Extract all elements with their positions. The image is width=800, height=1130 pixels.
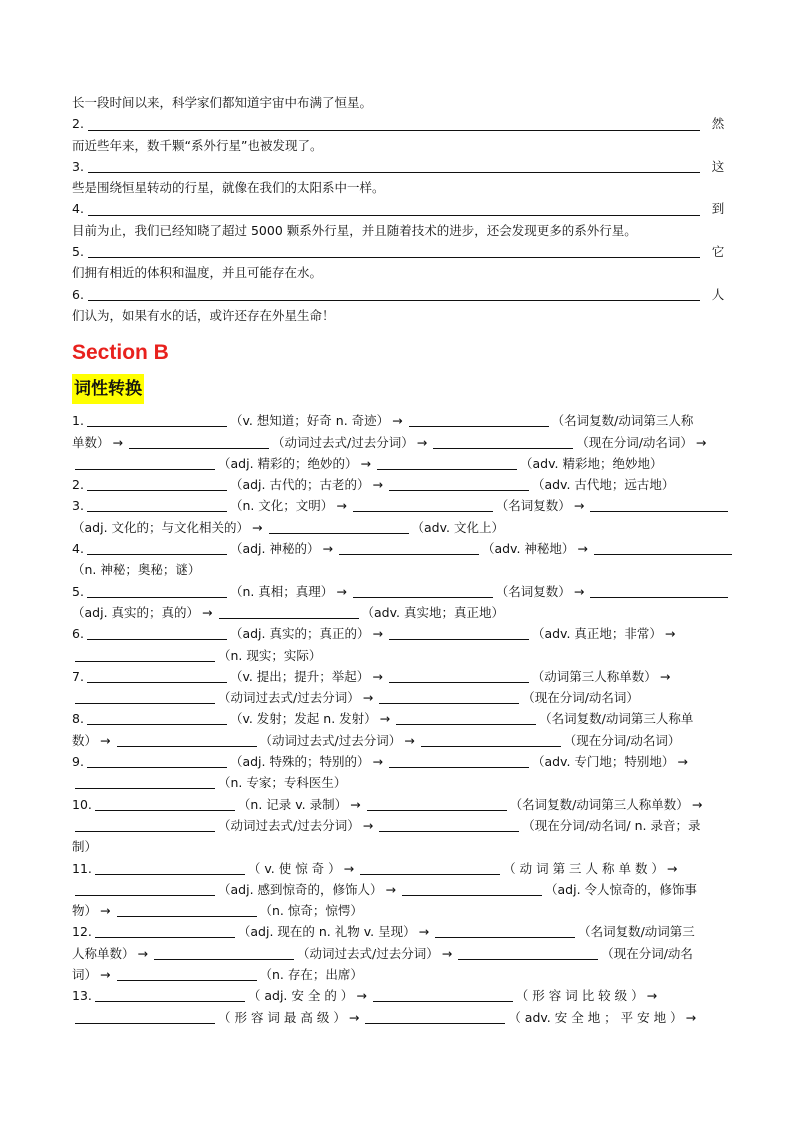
- answer-blank[interactable]: [95, 797, 235, 811]
- hint: （动词过去式/过去分词）: [218, 817, 360, 833]
- hint: （v. 想知道；好奇 n. 奇迹）: [229, 413, 390, 429]
- answer-blank[interactable]: [117, 903, 257, 917]
- arrow: →: [372, 626, 383, 642]
- item-number: 7.: [72, 668, 84, 684]
- wordform-line: [72, 943, 728, 964]
- hint: （adv. 真正地；非常）: [531, 626, 662, 642]
- answer-blank[interactable]: [590, 498, 728, 512]
- item-number: 10.: [72, 796, 92, 812]
- item-tail: 到: [711, 201, 725, 217]
- hint: （adj. 神秘的）: [229, 541, 320, 557]
- arrow: →: [100, 966, 111, 982]
- arrow: →: [137, 945, 148, 961]
- translation-line-1: 长一段时间以来，科学家们都知道宇宙中布满了恒星。: [72, 95, 373, 110]
- hint: （动词过去式/过去分词）: [272, 434, 414, 450]
- answer-blank[interactable]: [88, 243, 700, 258]
- wordform-line: [72, 730, 728, 751]
- answer-blank[interactable]: [88, 158, 700, 173]
- wordform-line: [72, 794, 728, 815]
- wordform-line: [72, 602, 728, 623]
- arrow: →: [664, 626, 676, 642]
- hint: （ adj. 安 全 的 ）: [247, 988, 354, 1004]
- wordform-line: [72, 772, 728, 793]
- section-title: Section B: [72, 341, 169, 365]
- arrow: →: [343, 860, 355, 876]
- hint: （adv. 专门地；特别地）: [531, 754, 675, 770]
- answer-blank[interactable]: [75, 648, 215, 662]
- hint: （n. 神秘；奥秘；谜）: [72, 562, 201, 578]
- hint: （现在分词/动名词）: [576, 434, 693, 450]
- hint: （n. 惊奇；惊愕）: [259, 903, 363, 919]
- wordform-line: [72, 453, 728, 474]
- hint: （ 形 容 词 最 高 级 ）: [218, 1009, 346, 1025]
- answer-blank[interactable]: [433, 435, 573, 449]
- wordform-line: [72, 645, 728, 666]
- hint: （n. 文化；文明）: [229, 498, 334, 514]
- hint: 单数）: [72, 434, 110, 450]
- item-number: 8.: [72, 711, 84, 727]
- item-number: 13.: [72, 988, 92, 1004]
- arrow: →: [202, 604, 213, 620]
- hint: 物）: [72, 903, 98, 919]
- hint: （adj. 古代的；古老的）: [229, 477, 370, 493]
- hint: （adj. 精彩的；绝妙的）: [218, 455, 358, 471]
- hint: （名词复数/动词第三人称单: [539, 711, 694, 727]
- item-number: 2.: [72, 116, 84, 132]
- answer-blank[interactable]: [117, 967, 257, 981]
- worksheet-page: [72, 92, 728, 1028]
- answer-blank[interactable]: [154, 946, 294, 960]
- arrow: →: [362, 690, 374, 706]
- hint: （ v. 使 惊 奇 ）: [247, 860, 341, 876]
- arrow: →: [685, 1009, 697, 1025]
- wordform-line: [72, 559, 728, 580]
- arrow: →: [416, 434, 428, 450]
- wordform-line: [72, 858, 728, 879]
- hint: （名词复数）: [495, 583, 571, 599]
- answer-blank[interactable]: [87, 477, 227, 491]
- translation-item-6: [72, 284, 728, 305]
- item-number: 12.: [72, 924, 92, 940]
- answer-blank[interactable]: [87, 754, 227, 768]
- answer-blank[interactable]: [389, 477, 529, 491]
- answer-blank[interactable]: [389, 626, 529, 640]
- hint: （名词复数/动词第三: [578, 924, 695, 940]
- arrow: →: [360, 455, 371, 471]
- translation-text: 而近些年来，数千颗“系外行星”也被发现了。: [72, 137, 323, 153]
- arrow: →: [385, 881, 396, 897]
- arrow: →: [336, 498, 347, 514]
- answer-blank[interactable]: [88, 201, 700, 216]
- translation-text: 们认为，如果有水的话，或许还存在外星生命！: [72, 307, 335, 323]
- answer-blank[interactable]: [458, 946, 598, 960]
- hint: 人称单数）: [72, 945, 135, 961]
- wordform-line: [72, 1007, 728, 1028]
- arrow: →: [695, 434, 707, 450]
- wordform-line: [72, 964, 728, 985]
- item-number: 11.: [72, 860, 92, 876]
- answer-blank[interactable]: [95, 861, 245, 875]
- item-number: 1.: [72, 413, 84, 429]
- item-tail: 人: [711, 286, 725, 302]
- answer-blank[interactable]: [402, 882, 542, 896]
- arrow: →: [646, 988, 658, 1004]
- hint: （n. 记录 v. 录制）: [237, 796, 348, 812]
- arrow: →: [666, 860, 678, 876]
- answer-blank[interactable]: [379, 818, 519, 832]
- hint: （adj. 真实的；真正的）: [229, 626, 370, 642]
- hint: （v. 发射；发起 n. 发射）: [229, 711, 377, 727]
- answer-blank[interactable]: [88, 116, 700, 131]
- wordform-line: [72, 985, 728, 1006]
- arrow: →: [573, 498, 585, 514]
- hint: （ adv. 安 全 地 ； 平 安 地 ）: [508, 1009, 683, 1025]
- wordform-line: [72, 751, 728, 772]
- wordform-line: [72, 495, 728, 516]
- answer-blank[interactable]: [88, 286, 700, 301]
- section-subtitle: 词性转换: [72, 374, 144, 404]
- answer-blank[interactable]: [75, 1010, 215, 1024]
- hint: （adj. 文化的；与文化相关的）: [72, 519, 250, 535]
- arrow: →: [252, 519, 263, 535]
- hint: （n. 现实；实际）: [218, 647, 322, 663]
- translation-item-3: [72, 156, 728, 177]
- hint: （adj. 特殊的；特别的）: [229, 754, 370, 770]
- hint: （现在分词/动名: [601, 945, 693, 961]
- item-number: 9.: [72, 754, 84, 770]
- answer-blank[interactable]: [377, 456, 517, 470]
- item-number: 5.: [72, 244, 84, 260]
- hint: （adj. 真实的；真的）: [72, 604, 200, 620]
- arrow: →: [659, 668, 671, 684]
- hint: （n. 专家；专科医生）: [218, 775, 347, 791]
- hint: （adv. 文化上）: [411, 519, 504, 535]
- translation-item-2: [72, 113, 728, 134]
- hint: 词）: [72, 966, 98, 982]
- item-number: 2.: [72, 477, 84, 493]
- arrow: →: [100, 732, 111, 748]
- wordform-line: [72, 410, 728, 431]
- hint: （现在分词/动名词）: [522, 690, 639, 706]
- answer-blank[interactable]: [353, 584, 493, 598]
- item-tail: 它: [711, 244, 725, 260]
- wordform-line: [72, 474, 728, 495]
- arrow: →: [441, 945, 453, 961]
- wordform-line: [72, 879, 728, 900]
- arrow: →: [677, 754, 688, 770]
- arrow: →: [322, 541, 333, 557]
- answer-blank[interactable]: [396, 711, 536, 725]
- hint: （v. 提出；提升；举起）: [229, 668, 370, 684]
- item-number: 6.: [72, 286, 84, 302]
- hint: （名词复数/动词第三人称单数）: [509, 796, 689, 812]
- answer-blank[interactable]: [87, 541, 227, 555]
- arrow: →: [112, 434, 123, 450]
- arrow: →: [404, 732, 415, 748]
- hint: （名词复数/动词第三人称: [551, 413, 694, 429]
- answer-blank[interactable]: [87, 626, 227, 640]
- arrow: →: [362, 817, 374, 833]
- answer-blank[interactable]: [409, 413, 549, 427]
- answer-blank[interactable]: [594, 541, 732, 555]
- answer-blank[interactable]: [389, 754, 529, 768]
- arrow: →: [573, 583, 585, 599]
- answer-blank[interactable]: [95, 924, 235, 938]
- wordform-line: [72, 921, 728, 942]
- answer-blank[interactable]: [353, 498, 493, 512]
- hint: （n. 存在；出席）: [259, 966, 363, 982]
- arrow: →: [348, 1009, 360, 1025]
- answer-blank[interactable]: [95, 988, 245, 1002]
- arrow: →: [350, 796, 361, 812]
- hint: （adv. 真实地；真正地）: [361, 604, 504, 620]
- hint: （adj. 令人惊奇的，修饰事: [545, 881, 698, 897]
- item-number: 4.: [72, 541, 84, 557]
- arrow: →: [379, 711, 391, 727]
- translation-text: 们拥有相近的体积和温度，并且可能存在水。: [72, 265, 323, 281]
- hint: （adj. 感到惊奇的，修饰人）: [218, 881, 383, 897]
- wordform-line: [72, 623, 728, 644]
- answer-blank[interactable]: [365, 1010, 505, 1024]
- arrow: →: [372, 754, 383, 770]
- answer-blank[interactable]: [75, 882, 215, 896]
- item-number: 3.: [72, 498, 84, 514]
- arrow: →: [577, 541, 588, 557]
- answer-blank[interactable]: [269, 520, 409, 534]
- item-number: 5.: [72, 583, 84, 599]
- answer-blank[interactable]: [367, 797, 507, 811]
- hint: （动词过去式/过去分词）: [259, 732, 402, 748]
- hint: （现在分词/动名词/ n. 录音；录: [522, 817, 701, 833]
- arrow: →: [372, 668, 383, 684]
- answer-blank[interactable]: [421, 733, 561, 747]
- arrow: →: [392, 413, 403, 429]
- item-tail: 然: [711, 116, 725, 132]
- translation-text: 目前为止，我们已经知晓了超过 5000 颗系外行星，并且随着技术的进步，还会发现更多的系外行星。: [72, 222, 637, 238]
- answer-blank[interactable]: [75, 690, 215, 704]
- answer-blank[interactable]: [75, 456, 215, 470]
- hint: 制）: [72, 839, 98, 855]
- hint: （动词过去式/过去分词）: [297, 945, 439, 961]
- translation-item-5: [72, 241, 728, 262]
- wordform-line: [72, 836, 728, 857]
- arrow: →: [100, 903, 111, 919]
- answer-blank[interactable]: [129, 435, 269, 449]
- answer-blank[interactable]: [87, 669, 227, 683]
- answer-blank[interactable]: [219, 605, 359, 619]
- hint: （ 形 容 词 比 较 级 ）: [515, 988, 644, 1004]
- answer-blank[interactable]: [87, 498, 227, 512]
- arrow: →: [418, 924, 430, 940]
- arrow: →: [691, 796, 703, 812]
- answer-blank[interactable]: [389, 669, 529, 683]
- item-number: 3.: [72, 158, 84, 174]
- hint: （名词复数）: [495, 498, 571, 514]
- wordform-line: [72, 708, 728, 729]
- hint: （adv. 神秘地）: [481, 541, 575, 557]
- hint: 数）: [72, 732, 98, 748]
- answer-blank[interactable]: [75, 818, 215, 832]
- answer-blank[interactable]: [360, 861, 500, 875]
- wordform-line: [72, 666, 728, 687]
- arrow: →: [372, 477, 383, 493]
- answer-blank[interactable]: [379, 690, 519, 704]
- wordform-line: [72, 432, 728, 453]
- wordform-line: [72, 538, 728, 559]
- answer-blank[interactable]: [87, 413, 227, 427]
- hint: （adj. 现在的 n. 礼物 v. 呈现）: [237, 924, 416, 940]
- answer-blank[interactable]: [339, 541, 479, 555]
- hint: （adv. 古代地；远古地）: [531, 477, 675, 493]
- answer-blank[interactable]: [87, 711, 227, 725]
- hint: （现在分词/动名词）: [563, 732, 681, 748]
- arrow: →: [336, 583, 347, 599]
- wordform-line: [72, 900, 728, 921]
- answer-blank[interactable]: [117, 733, 257, 747]
- arrow: →: [356, 988, 367, 1004]
- hint: （ 动 词 第 三 人 称 单 数 ）: [503, 860, 664, 876]
- answer-blank[interactable]: [435, 924, 575, 938]
- wordform-line: [72, 517, 728, 538]
- hint: （n. 真相；真理）: [229, 583, 334, 599]
- wordform-line: [72, 581, 728, 602]
- translation-item-4: [72, 198, 728, 219]
- hint: （adv. 精彩地；绝妙地）: [520, 455, 663, 471]
- item-tail: 这: [711, 158, 725, 174]
- item-number: 6.: [72, 626, 84, 642]
- wordform-line: [72, 687, 728, 708]
- answer-blank[interactable]: [87, 584, 227, 598]
- wordform-line: [72, 815, 728, 836]
- answer-blank[interactable]: [373, 988, 513, 1002]
- hint: （动词第三人称单数）: [531, 668, 657, 684]
- answer-blank[interactable]: [590, 584, 728, 598]
- translation-text: 些是围绕恒星转动的行星，就像在我们的太阳系中一样。: [72, 180, 385, 196]
- answer-blank[interactable]: [75, 775, 215, 789]
- hint: （动词过去式/过去分词）: [218, 690, 360, 706]
- item-number: 4.: [72, 201, 84, 217]
